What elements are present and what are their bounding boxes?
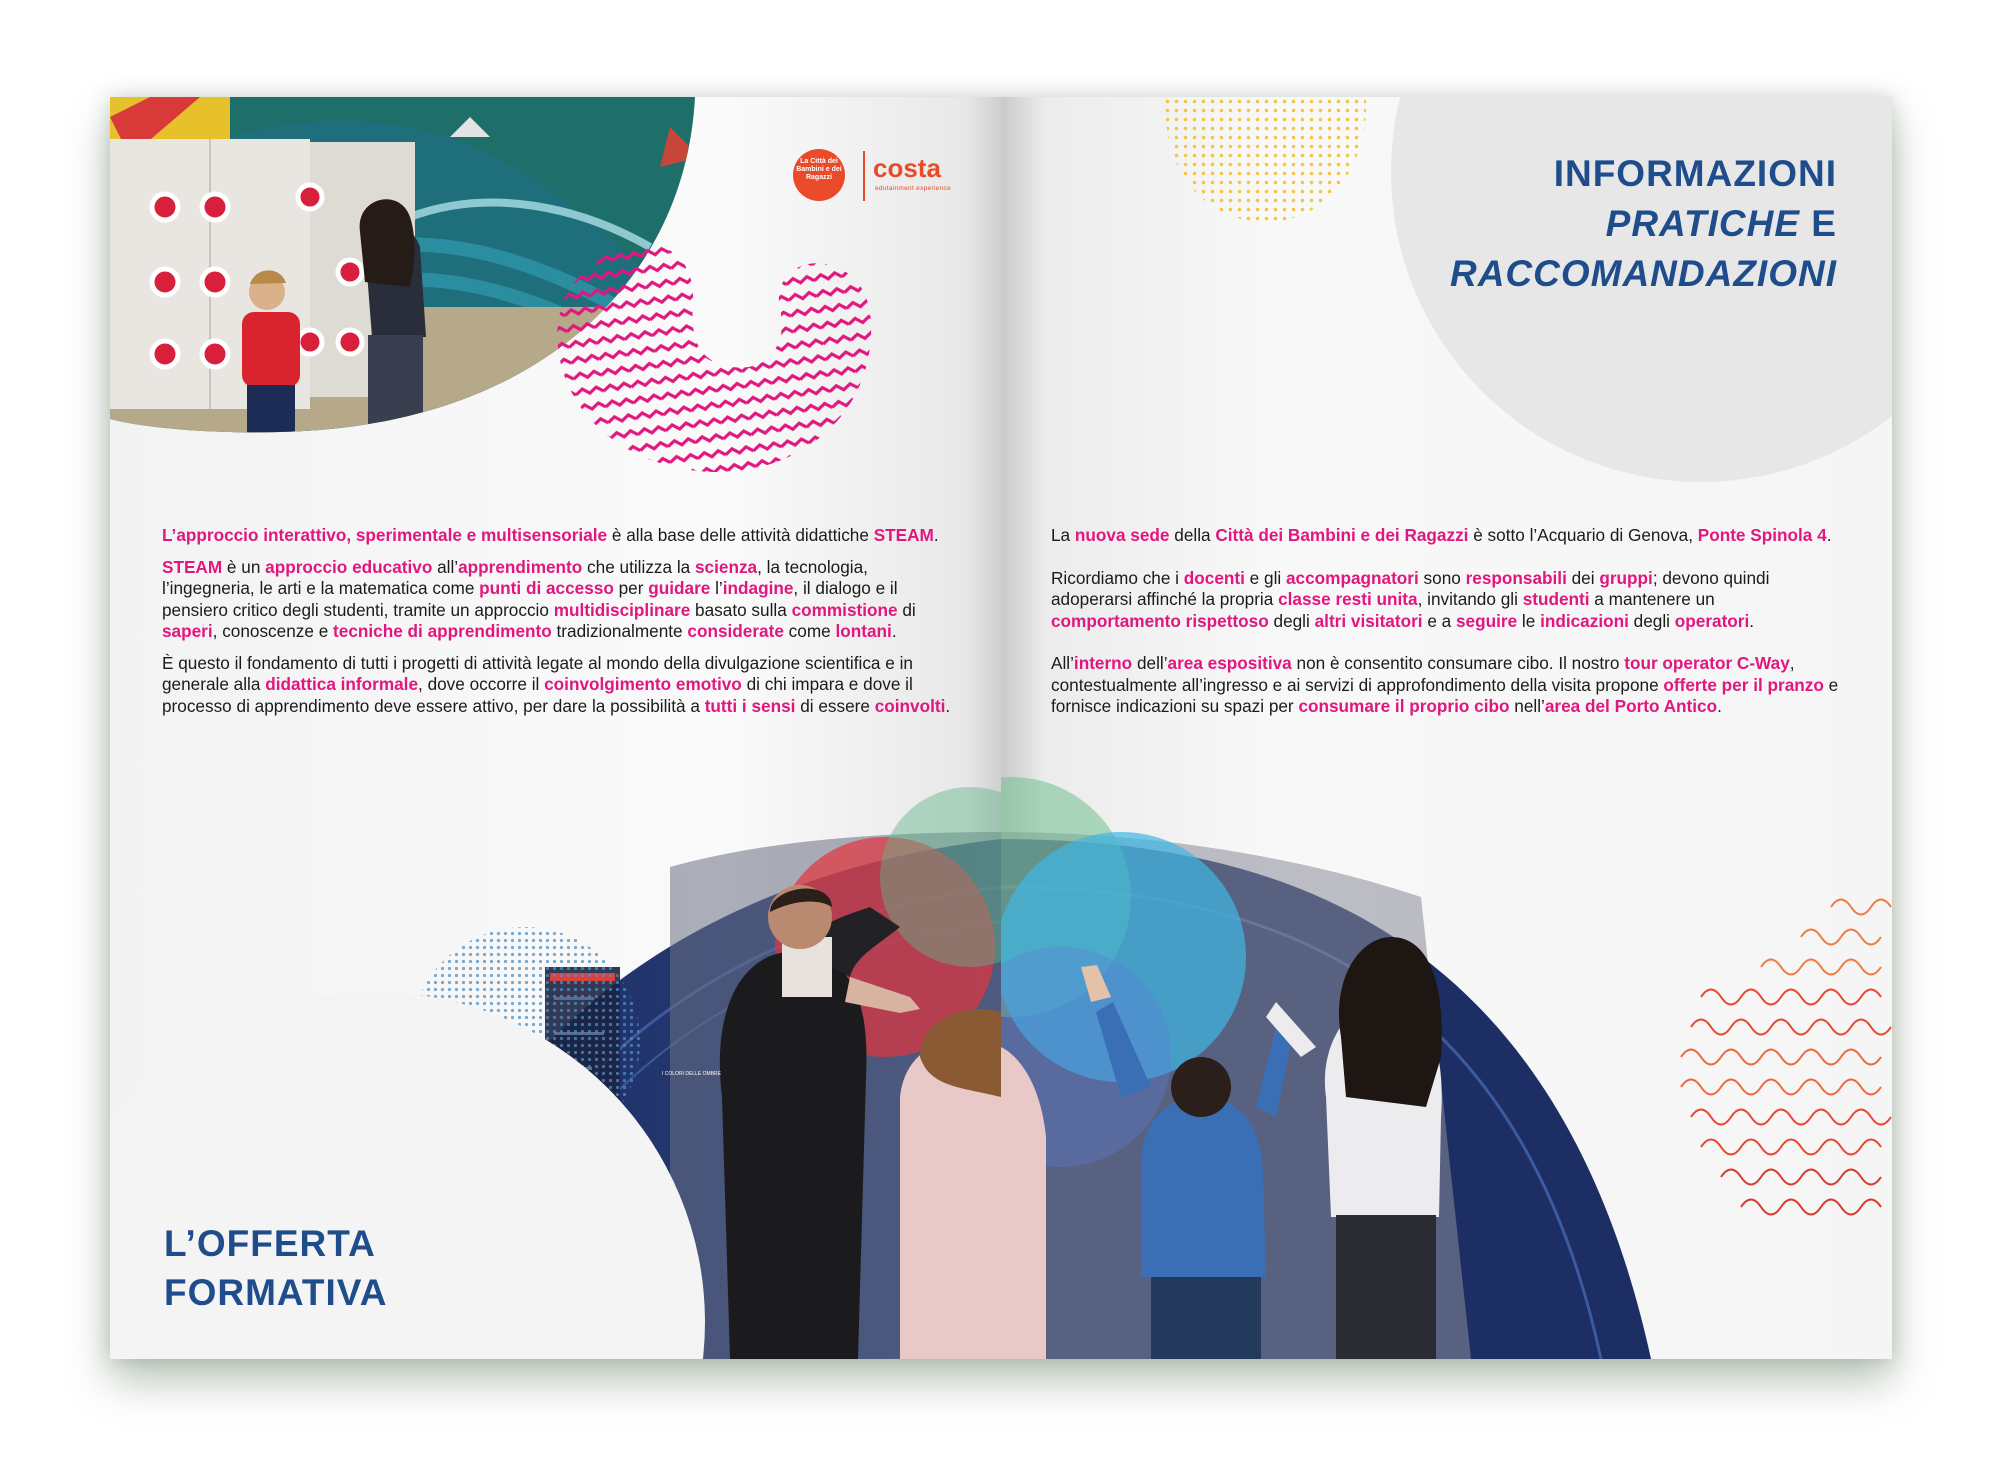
highlighted-text: offerte per il pranzo xyxy=(1663,674,1824,695)
highlighted-text: area del Porto Antico xyxy=(1544,696,1718,716)
highlighted-text: apprendimento xyxy=(458,556,583,577)
body-text-span: per xyxy=(613,578,649,598)
body-text-span: tradizionalmente xyxy=(551,621,688,641)
body-text-span: le xyxy=(1517,610,1541,631)
highlighted-text: L’approccio interattivo, sperimentale e multisensoriale xyxy=(162,525,608,545)
highlighted-text: accompagnatori xyxy=(1286,567,1419,588)
highlighted-text: gruppi xyxy=(1599,567,1653,588)
highlighted-text: area espositiva xyxy=(1167,653,1292,673)
body-text-span: e a xyxy=(1422,610,1456,631)
costa-logo: costa xyxy=(873,153,941,183)
highlighted-text: tutti i sensi xyxy=(704,695,796,716)
body-text-span: degli xyxy=(1268,610,1315,631)
body-text-span: , il dialogo e il pensiero critico degli studenti, tramite un approccio xyxy=(162,578,898,620)
right-title-line-3: RACCOMANDAZIONI xyxy=(1449,253,1837,294)
body-text-span: nell’ xyxy=(1509,696,1545,716)
body-text-span: è un xyxy=(222,556,266,577)
highlighted-text: indagine xyxy=(722,578,794,598)
body-text-span: come xyxy=(783,621,836,641)
left-body-text xyxy=(162,525,952,727)
highlighted-text: altri visitatori xyxy=(1314,610,1423,631)
orange-wave-pattern xyxy=(1681,900,1891,1215)
right-body-text xyxy=(1051,525,1841,728)
highlighted-text: considerate xyxy=(687,621,784,641)
body-text-span: . xyxy=(945,695,951,716)
body-text-span: di xyxy=(897,599,916,620)
left-page xyxy=(110,97,1001,1359)
body-text-span: . xyxy=(1826,525,1832,545)
highlighted-text: tecniche di apprendimento xyxy=(333,621,552,641)
highlighted-text: classe resti unita xyxy=(1278,589,1418,609)
left-paragraph xyxy=(162,525,952,547)
body-text-span: di chi impara e dove il processo di apprendimento deve essere attivo, per dare la possibilità a xyxy=(162,674,913,716)
highlighted-text: approccio educativo xyxy=(265,556,433,577)
body-text-span: All’ xyxy=(1051,653,1074,673)
body-text-span: sono xyxy=(1418,567,1466,588)
highlighted-text: operatori xyxy=(1674,610,1750,631)
highlighted-text: studenti xyxy=(1522,589,1590,609)
body-text-span: , invitando gli xyxy=(1417,589,1523,609)
left-title-line: L’OFFERTA xyxy=(164,1223,376,1264)
body-text-span: della xyxy=(1169,525,1216,545)
left-section-title xyxy=(164,1219,387,1317)
right-section-title xyxy=(1450,149,1837,299)
body-text-span: È questo il fondamento di tutti i progetti di attività legate al mondo della divulgazione scientifica e in generale alla xyxy=(162,652,913,694)
costa-tagline: edutainment experience xyxy=(875,185,951,192)
right-title-line-2 xyxy=(1450,199,1837,249)
brochure-spread xyxy=(110,97,1892,1359)
pink-zigzag-shape xyxy=(557,245,871,472)
left-paragraph xyxy=(162,557,952,643)
body-text-span: ; devono quindi adoperarsi affinché la propria xyxy=(1051,567,1770,609)
citta-bambini-logo xyxy=(793,149,845,201)
body-text-span: a mantenere un xyxy=(1589,589,1715,609)
body-text-span: e fornisce indicazioni su spazi per xyxy=(1051,674,1839,716)
highlighted-text: guidare xyxy=(648,578,711,598)
body-text-span: , conoscenze e xyxy=(212,621,334,641)
highlighted-text: STEAM xyxy=(873,525,934,545)
highlighted-text: lontani xyxy=(835,621,892,641)
body-text-span: , contestualmente all’ingresso e ai servizi di approfondimento della visita propone xyxy=(1051,653,1795,695)
left-title-line: FORMATIVA xyxy=(164,1272,388,1313)
highlighted-text: comportamento rispettoso xyxy=(1051,610,1269,631)
yellow-dot-shape xyxy=(1166,97,1367,222)
logo-group xyxy=(793,149,983,209)
highlighted-text: consumare il proprio cibo xyxy=(1298,696,1510,716)
highlighted-text: Ponte Spinola 4 xyxy=(1697,525,1827,545)
body-text-span: Ricordiamo che i xyxy=(1051,567,1184,588)
right-title-italic-1: PRATICHE xyxy=(1605,203,1801,244)
body-text-span: di essere xyxy=(795,695,875,716)
highlighted-text: punti di accesso xyxy=(479,578,614,598)
highlighted-text: tour operator C-Way xyxy=(1624,653,1790,673)
highlighted-text: nuova sede xyxy=(1074,525,1170,545)
right-page xyxy=(1001,97,1892,1359)
body-text-span: , la tecnologia, l’ingegneria, le arti e la matematica come xyxy=(162,556,868,598)
highlighted-text: indicazioni xyxy=(1540,610,1629,631)
highlighted-text: docenti xyxy=(1183,567,1245,588)
highlighted-text: Città dei Bambini e dei Ragazzi xyxy=(1215,525,1469,545)
wall-panel-title: I COLORI DELLE OMBRE xyxy=(662,1071,721,1077)
highlighted-text: saperi xyxy=(162,621,213,641)
body-text-span: dei xyxy=(1566,567,1600,588)
highlighted-text: coinvolti xyxy=(874,695,946,716)
body-text-span: l’ xyxy=(710,578,723,598)
body-text-span: basato sulla xyxy=(690,599,792,620)
left-page-graphics xyxy=(110,97,1001,1359)
left-paragraph xyxy=(162,653,952,718)
body-text-span: . xyxy=(933,525,939,545)
body-text-span: non è consentito consumare cibo. Il nostro xyxy=(1291,653,1625,673)
right-title-rest: E xyxy=(1800,203,1837,244)
body-text-span: dell’ xyxy=(1132,653,1168,673)
logo-divider xyxy=(863,151,865,201)
right-paragraph xyxy=(1051,653,1841,718)
highlighted-text: coinvolgimento emotivo xyxy=(544,674,742,694)
highlighted-text: interno xyxy=(1073,653,1133,673)
body-text-span: e gli xyxy=(1244,567,1286,588)
body-text-span: è sotto l’Acquario di Genova, xyxy=(1468,525,1698,545)
highlighted-text: multidisciplinare xyxy=(553,599,691,620)
right-paragraph xyxy=(1051,568,1841,633)
body-text-span: degli xyxy=(1628,610,1675,631)
body-text-span: . xyxy=(1717,696,1722,716)
body-text-span: , dove occorre il xyxy=(418,674,545,694)
highlighted-text: commistione xyxy=(791,599,898,620)
citta-bambini-logo-text: La Città dei Bambini e dei Ragazzi xyxy=(796,158,842,181)
right-paragraph xyxy=(1051,525,1841,547)
right-title-line-1: INFORMAZIONI xyxy=(1553,153,1837,194)
highlighted-text: responsabili xyxy=(1465,567,1567,588)
body-text-span: . xyxy=(891,621,897,641)
highlighted-text: STEAM xyxy=(162,556,223,577)
body-text-span: all’ xyxy=(432,556,459,577)
body-text-span: è alla base delle attività didattiche xyxy=(607,525,874,545)
highlighted-text: scienza xyxy=(695,556,758,577)
body-text-span: . xyxy=(1749,610,1755,631)
highlighted-text: didattica informale xyxy=(265,674,419,694)
body-text-span: La xyxy=(1051,525,1075,545)
highlighted-text: seguire xyxy=(1456,610,1518,631)
body-text-span: che utilizza la xyxy=(582,556,695,577)
